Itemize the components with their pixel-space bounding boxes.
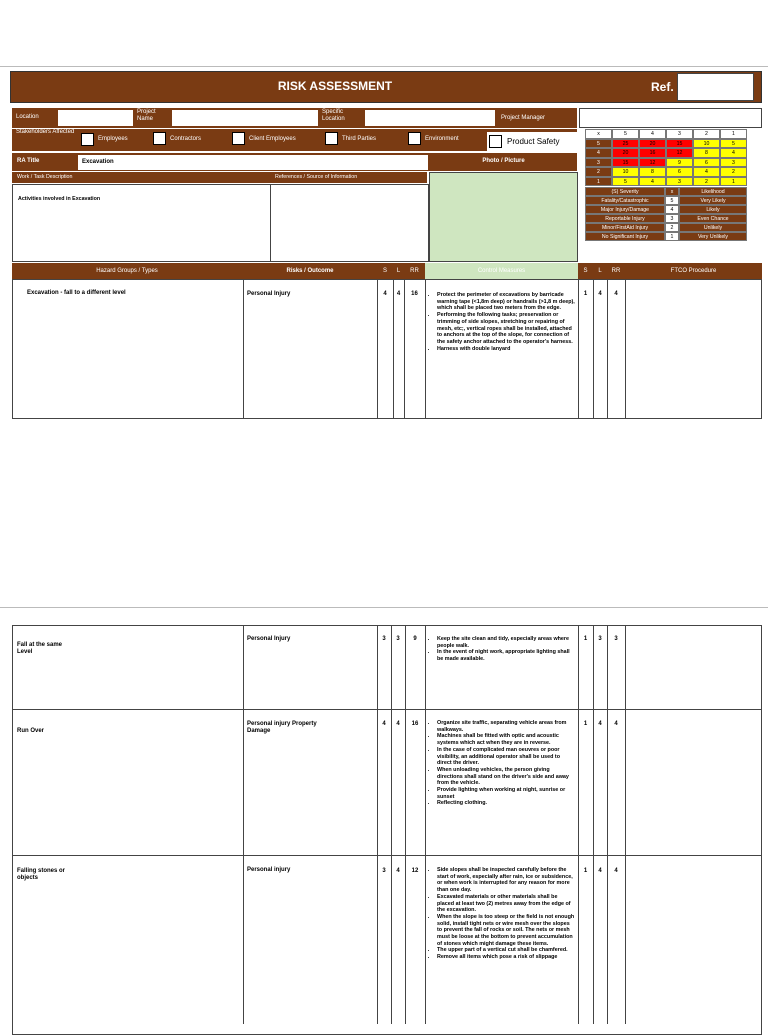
hazard-cell: Falling stones or objects <box>17 868 66 881</box>
severity-number: 2 <box>665 223 679 232</box>
matrix-cell: 4 <box>639 129 666 139</box>
matrix-cell: 5 <box>612 177 639 187</box>
header-l2: L <box>598 268 602 274</box>
risk-cell: Personal Injury <box>247 291 291 297</box>
matrix-cell: 5 <box>612 129 639 139</box>
col-divider <box>607 625 608 1024</box>
matrix-cell: 8 <box>639 167 666 177</box>
employees-checkbox[interactable] <box>81 133 94 146</box>
header-l: L <box>396 268 401 274</box>
matrix-cell: 8 <box>693 148 720 158</box>
matrix-cell: 1 <box>585 177 612 187</box>
risk-cell: Personal Injury <box>247 636 291 642</box>
matrix-cell: 2 <box>720 167 747 177</box>
ref-input[interactable] <box>677 73 754 101</box>
matrix-cell: 16 <box>639 148 666 158</box>
matrix-cell: 15 <box>666 139 693 149</box>
matrix-cell: 2 <box>693 177 720 187</box>
matrix-cell: 20 <box>612 148 639 158</box>
control-item: • Keep the site clean and tidy, especially areas where people walk. <box>437 636 576 649</box>
severity-number: 1 <box>665 232 679 241</box>
col-divider <box>377 625 378 1024</box>
s-cell: 3 <box>382 636 386 642</box>
matrix-cell: 6 <box>693 158 720 168</box>
severity-label: Reportable Injury <box>585 214 665 223</box>
l2-cell: 4 <box>598 291 602 297</box>
l-cell: 4 <box>396 291 401 297</box>
product-safety-checkbox[interactable] <box>489 135 502 148</box>
references-box[interactable] <box>270 184 429 262</box>
rr-cell: 12 <box>411 868 419 874</box>
matrix-cell: 3 <box>585 158 612 168</box>
environment-label: Environment <box>425 136 459 142</box>
col-divider <box>243 625 244 1024</box>
matrix-cell: 9 <box>666 158 693 168</box>
l2-cell: 4 <box>598 868 602 874</box>
control-item: • In the case of complicated man oeuvres or poor visibility, an additional operator shall be used to direct the driver. <box>437 747 576 767</box>
matrix-cell: 4 <box>693 167 720 177</box>
likelihood-label: Very Likely <box>679 196 747 205</box>
col-divider <box>393 279 394 419</box>
page-break-rule <box>0 607 768 608</box>
location-label: Location <box>16 114 39 120</box>
rr-cell: 16 <box>411 721 419 727</box>
matrix-cell: 2 <box>585 167 612 177</box>
col-divider <box>578 279 579 419</box>
risk-matrix <box>585 129 755 251</box>
photo-label: Photo / Picture <box>482 158 525 164</box>
photo-box[interactable] <box>429 172 578 262</box>
rr-cell: 16 <box>411 291 418 297</box>
matrix-cell: 10 <box>612 167 639 177</box>
client-employees-label: Client Employees <box>249 136 296 142</box>
severity-number: 4 <box>665 205 679 214</box>
table-page-2 <box>12 625 762 1035</box>
header-hazard: Hazard Groups / Types <box>96 268 158 274</box>
matrix-cell: 1 <box>720 177 747 187</box>
col-divider <box>404 279 405 419</box>
matrix-cell: x <box>585 129 612 139</box>
control-item: • Remove all items which pose a risk of slippage <box>437 954 576 961</box>
matrix-cell: 15 <box>612 158 639 168</box>
control-measures <box>428 720 576 807</box>
severity-label: Fatality/Catastrophic <box>585 196 665 205</box>
matrix-cell: 12 <box>666 148 693 158</box>
control-measures <box>428 292 576 352</box>
control-item: • Protect the perimeter of excavations by barricade warning tape (<1,8m deep) or handrails (>1,8 m deep), which shall be placed two meters from the edge. <box>437 292 576 312</box>
control-measures <box>428 636 576 663</box>
matrix-cell: 6 <box>666 167 693 177</box>
severity-number: 5 <box>665 196 679 205</box>
s2-cell: 1 <box>583 721 588 727</box>
col-divider <box>377 279 378 419</box>
contractors-label: Contractors <box>170 136 202 142</box>
row-divider <box>12 855 762 856</box>
risk-cell: Personal injury Property Damage <box>247 721 317 734</box>
risk-cell: Personal injury <box>247 867 291 873</box>
likelihood-label: Unlikely <box>679 223 747 232</box>
col-divider <box>593 279 594 419</box>
project-manager-label: Project Manager <box>501 115 546 121</box>
s-cell: 4 <box>383 291 387 297</box>
control-item: • When unloading vehicles, the person giving directions shall stand on the driver's side and away from the vehicle. <box>437 767 576 787</box>
legend-header: (S) Severity <box>585 187 665 196</box>
col-divider <box>405 625 406 1024</box>
col-divider <box>425 279 426 419</box>
work-task-label: Work / Task Description <box>17 174 73 180</box>
control-item: • Side slopes shall be inspected carefully before the start of work, especially after rain, ice or subsidence, or when work is interrupted for any reason for more than one day. <box>437 867 576 894</box>
project-name-label: Project Name <box>137 109 156 122</box>
rr2-cell: 4 <box>614 721 618 727</box>
matrix-cell: 3 <box>720 158 747 168</box>
col-divider <box>578 625 579 1024</box>
location-input[interactable] <box>58 110 133 126</box>
employees-label: Employees <box>98 136 128 142</box>
control-item: • Reflecting clothing. <box>437 800 576 807</box>
l-cell: 3 <box>396 636 400 642</box>
matrix-cell: 5 <box>720 139 747 149</box>
s2-cell: 1 <box>583 636 588 642</box>
l2-cell: 3 <box>598 636 602 642</box>
header-rr: RR <box>410 268 419 274</box>
control-measures <box>428 867 576 1024</box>
matrix-cell: 1 <box>720 129 747 139</box>
likelihood-label: Very Unlikely <box>679 232 747 241</box>
third-parties-label: Third Parties <box>342 136 377 142</box>
rr2-cell: 3 <box>614 636 618 642</box>
severity-label: Major Injury/Damage <box>585 205 665 214</box>
header-ftco: FTCO Procedure <box>670 268 717 274</box>
s2-cell: 1 <box>583 291 588 297</box>
product-safety-label: Product Safety <box>507 137 560 146</box>
header-s: S <box>382 268 387 274</box>
matrix-cell: 2 <box>693 129 720 139</box>
l2-cell: 4 <box>598 721 602 727</box>
severity-number: 3 <box>665 214 679 223</box>
l-cell: 4 <box>396 721 400 727</box>
control-item: • Organize site traffic, separating vehicle areas from walkways. <box>437 720 576 733</box>
ra-title-label: RA Title <box>17 158 40 164</box>
rr2-cell: 4 <box>614 868 618 874</box>
matrix-cell: 5 <box>585 139 612 149</box>
col-divider <box>607 279 608 419</box>
specific-location-label: Specific Location <box>322 109 345 122</box>
ref-label: Ref. <box>651 80 674 94</box>
control-item: • The upper part of a vertical cut shall be chamfered. <box>437 947 576 954</box>
header-s2: S <box>583 268 588 274</box>
page-top-rule <box>0 66 768 67</box>
ra-title-value: Excavation <box>82 159 114 165</box>
matrix-cell: 12 <box>639 158 666 168</box>
likelihood-label: Likely <box>679 205 747 214</box>
col-divider <box>243 279 244 419</box>
control-item: • Performing the following tasks; preservation or trimming of side slopes, stretching or repairing of mesh, etc;, vertical ropes shall be installed, attached to anchors at the top of the slope, for connection of the safety anchor attached to the operator's harness. <box>437 312 576 346</box>
s2-cell: 1 <box>583 868 588 874</box>
work-task-row <box>12 172 427 183</box>
control-item: • When the slope is too steep or the field is not enough solid, install tight nets or wire mesh over the slopes to prevent the fall of rocks or soil. The nets or mesh must be loose at the bottom to prevent accumulation of stones which might damage these items. <box>437 914 576 948</box>
col-divider <box>625 625 626 1024</box>
hazard-cell: Run Over <box>17 728 45 734</box>
project-manager-input[interactable] <box>579 108 762 128</box>
contractors-checkbox[interactable] <box>153 132 166 145</box>
activities-text: Activities involved in Excavation <box>18 196 101 202</box>
matrix-cell: 4 <box>639 177 666 187</box>
legend-header: x <box>665 187 679 196</box>
matrix-cell: 20 <box>639 139 666 149</box>
header-risks: Risks / Outcome <box>286 268 334 274</box>
row-divider <box>12 709 762 710</box>
header-control: Control Measures <box>477 268 526 274</box>
control-item: • In the event of night work, appropriate lighting shall be made available. <box>437 649 576 662</box>
project-name-input[interactable] <box>172 110 318 126</box>
likelihood-label: Even Chance <box>679 214 747 223</box>
matrix-cell: 10 <box>693 139 720 149</box>
hazard-cell: Excavation - fall to a different level <box>27 290 126 296</box>
page-title: RISK ASSESSMENT <box>277 79 393 93</box>
matrix-cell: 3 <box>666 129 693 139</box>
col-divider <box>593 625 594 1024</box>
matrix-cell: 25 <box>612 139 639 149</box>
ra-title-input[interactable] <box>78 155 428 170</box>
control-item: • Machines shall be fitted with optic and acoustic systems which act when they are in reverse. <box>437 733 576 746</box>
stakeholders-label: Stakeholders Affected <box>16 129 75 135</box>
s-cell: 4 <box>382 721 386 727</box>
matrix-cell: 4 <box>585 148 612 158</box>
environment-checkbox[interactable] <box>408 132 421 145</box>
col-divider <box>625 279 626 419</box>
legend-header: Likelihood <box>679 187 747 196</box>
l-cell: 4 <box>396 868 400 874</box>
matrix-cell: 3 <box>666 177 693 187</box>
control-item: • Harness with double lanyard <box>437 346 576 353</box>
s-cell: 3 <box>382 868 386 874</box>
control-item: • Excavated materials or other materials shall be placed at least two (2) metres away from the edge of the excavation. <box>437 894 576 914</box>
references-label: References / Source of Information <box>275 174 358 180</box>
rr-cell: 9 <box>413 636 417 642</box>
control-item: • Provide lighting when working at night, sunrise or sunset <box>437 787 576 800</box>
col-divider <box>391 625 392 1024</box>
severity-label: No Significant Injury <box>585 232 665 241</box>
third-parties-checkbox[interactable] <box>325 132 338 145</box>
header-rr2: RR <box>611 268 621 274</box>
hazard-cell: Fall at the same Level <box>17 642 63 655</box>
matrix-cell: 4 <box>720 148 747 158</box>
specific-location-input[interactable] <box>365 110 495 126</box>
table-row <box>12 279 762 419</box>
rr2-cell: 4 <box>614 291 618 297</box>
col-divider <box>425 625 426 1024</box>
client-employees-checkbox[interactable] <box>232 132 245 145</box>
severity-label: Minor/FirstAid Injury <box>585 223 665 232</box>
